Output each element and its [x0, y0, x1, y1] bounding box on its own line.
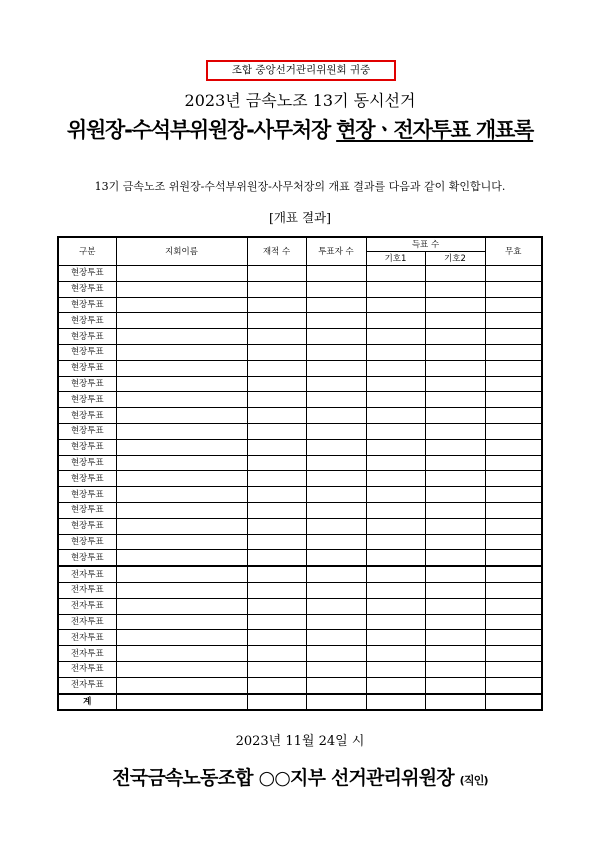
header-branch-name: 지회이름	[116, 237, 247, 266]
table-cell[interactable]	[116, 614, 247, 630]
table-row	[58, 598, 542, 614]
table-cell[interactable]	[247, 518, 306, 534]
table-cell[interactable]	[247, 550, 306, 566]
table-cell[interactable]	[116, 661, 247, 677]
table-row	[58, 376, 542, 392]
table-row	[58, 329, 542, 345]
table-cell[interactable]	[425, 471, 485, 487]
row-category-cell: 현장투표	[58, 550, 116, 566]
table-cell[interactable]	[366, 614, 425, 630]
table-cell[interactable]	[116, 471, 247, 487]
section-heading: [개표 결과]	[268, 210, 332, 225]
table-cell[interactable]	[306, 582, 366, 598]
table-cell[interactable]	[306, 502, 366, 518]
table-cell[interactable]	[306, 297, 366, 313]
table-row	[58, 297, 542, 313]
table-cell[interactable]	[485, 614, 542, 630]
table-cell[interactable]	[116, 408, 247, 424]
row-category-cell: 현장투표	[58, 518, 116, 534]
table-cell[interactable]	[306, 376, 366, 392]
header-votes-received: 득표 수	[366, 237, 485, 252]
table-cell[interactable]	[247, 266, 306, 282]
table-cell[interactable]	[425, 661, 485, 677]
table-cell[interactable]	[247, 646, 306, 662]
table-cell[interactable]	[485, 487, 542, 503]
table-cell[interactable]	[425, 502, 485, 518]
table-cell[interactable]	[485, 471, 542, 487]
row-category-cell: 현장투표	[58, 471, 116, 487]
table-cell[interactable]	[116, 534, 247, 550]
table-cell[interactable]	[306, 550, 366, 566]
table-row	[58, 677, 542, 693]
table-cell[interactable]	[116, 360, 247, 376]
table-cell[interactable]	[485, 392, 542, 408]
table-cell[interactable]	[247, 677, 306, 693]
table-cell[interactable]	[366, 281, 425, 297]
table-cell[interactable]	[306, 471, 366, 487]
table-row	[58, 566, 542, 582]
table-row	[58, 344, 542, 360]
table-cell[interactable]	[485, 661, 542, 677]
table-cell[interactable]	[116, 550, 247, 566]
table-cell[interactable]	[366, 266, 425, 282]
table-row	[58, 502, 542, 518]
table-cell[interactable]	[306, 329, 366, 345]
table-cell[interactable]	[306, 408, 366, 424]
table-cell[interactable]	[116, 439, 247, 455]
table-cell[interactable]	[306, 646, 366, 662]
table-cell[interactable]	[306, 566, 366, 582]
row-category-cell: 현장투표	[58, 266, 116, 282]
row-category-cell: 현장투표	[58, 360, 116, 376]
table-cell[interactable]	[247, 598, 306, 614]
row-category-cell: 현장투표	[58, 329, 116, 345]
table-cell[interactable]	[247, 630, 306, 646]
table-cell[interactable]	[247, 471, 306, 487]
table-cell[interactable]	[247, 694, 306, 711]
table-cell[interactable]	[485, 439, 542, 455]
table-row	[58, 614, 542, 630]
table-cell[interactable]	[116, 423, 247, 439]
table-cell[interactable]	[485, 408, 542, 424]
table-row	[58, 582, 542, 598]
row-category-cell: 현장투표	[58, 281, 116, 297]
table-cell[interactable]	[306, 266, 366, 282]
table-row	[58, 266, 542, 282]
table-cell[interactable]	[485, 677, 542, 693]
table-cell[interactable]	[306, 392, 366, 408]
table-cell[interactable]	[366, 677, 425, 693]
table-row	[58, 392, 542, 408]
row-category-cell: 현장투표	[58, 408, 116, 424]
table-cell[interactable]	[306, 598, 366, 614]
table-cell[interactable]	[366, 630, 425, 646]
table-cell[interactable]	[247, 281, 306, 297]
table-cell[interactable]	[306, 313, 366, 329]
table-cell[interactable]	[247, 376, 306, 392]
table-cell[interactable]	[425, 313, 485, 329]
table-cell[interactable]	[366, 646, 425, 662]
header-category: 구분	[58, 237, 116, 266]
table-cell[interactable]	[366, 518, 425, 534]
table-cell[interactable]	[425, 487, 485, 503]
table-cell[interactable]	[366, 502, 425, 518]
document-title-line1: 2023년 금속노조 13기 동시선거	[184, 91, 416, 110]
table-cell[interactable]	[425, 630, 485, 646]
table-cell[interactable]	[366, 566, 425, 582]
table-cell[interactable]	[366, 329, 425, 345]
table-cell[interactable]	[366, 344, 425, 360]
recipient-stamp-box: 조합 중앙선거관리위원회 귀중	[206, 60, 396, 81]
table-cell[interactable]	[485, 582, 542, 598]
table-cell[interactable]	[247, 661, 306, 677]
table-cell[interactable]	[425, 550, 485, 566]
seal-mark: (직인)	[459, 774, 488, 787]
row-category-cell: 전자투표	[58, 582, 116, 598]
table-cell[interactable]	[306, 344, 366, 360]
table-cell[interactable]	[116, 566, 247, 582]
table-cell[interactable]	[306, 455, 366, 471]
table-cell[interactable]	[247, 439, 306, 455]
table-cell[interactable]	[116, 518, 247, 534]
table-cell[interactable]	[116, 487, 247, 503]
table-cell[interactable]	[116, 677, 247, 693]
table-cell[interactable]	[485, 360, 542, 376]
total-row	[58, 694, 542, 711]
table-cell[interactable]	[116, 502, 247, 518]
table-cell[interactable]	[306, 439, 366, 455]
table-cell[interactable]	[485, 550, 542, 566]
total-label: 계	[58, 694, 116, 711]
table-cell[interactable]	[247, 313, 306, 329]
table-cell[interactable]	[247, 487, 306, 503]
intro-text: 13기 금속노조 위원장-수석부위원장-사무처장의 개표 결과를 다음과 같이 확인합니다.	[94, 180, 506, 193]
table-cell[interactable]	[306, 661, 366, 677]
table-cell[interactable]	[247, 502, 306, 518]
table-cell[interactable]	[247, 423, 306, 439]
table-cell[interactable]	[485, 297, 542, 313]
table-cell[interactable]	[306, 423, 366, 439]
table-cell[interactable]	[366, 471, 425, 487]
table-cell[interactable]	[247, 408, 306, 424]
table-cell[interactable]	[485, 694, 542, 711]
table-cell[interactable]	[485, 502, 542, 518]
table-cell[interactable]	[116, 694, 247, 711]
table-cell[interactable]	[485, 266, 542, 282]
table-row	[58, 534, 542, 550]
table-cell[interactable]	[366, 392, 425, 408]
table-cell[interactable]	[116, 582, 247, 598]
table-cell[interactable]	[306, 534, 366, 550]
row-category-cell: 현장투표	[58, 534, 116, 550]
table-cell[interactable]	[425, 614, 485, 630]
row-category-cell: 현장투표	[58, 502, 116, 518]
table-cell[interactable]	[116, 329, 247, 345]
table-cell[interactable]	[425, 266, 485, 282]
table-cell[interactable]	[485, 534, 542, 550]
table-row	[58, 281, 542, 297]
table-cell[interactable]	[366, 423, 425, 439]
table-cell[interactable]	[425, 297, 485, 313]
table-row	[58, 471, 542, 487]
table-row	[58, 439, 542, 455]
table-cell[interactable]	[425, 281, 485, 297]
row-category-cell: 현장투표	[58, 455, 116, 471]
table-cell[interactable]	[425, 344, 485, 360]
table-cell[interactable]	[485, 455, 542, 471]
table-cell[interactable]	[485, 281, 542, 297]
table-row	[58, 423, 542, 439]
tally-table	[57, 236, 543, 711]
header-candidate1: 기호1	[366, 252, 425, 266]
table-cell[interactable]	[485, 329, 542, 345]
table-row	[58, 518, 542, 534]
table-cell[interactable]	[116, 344, 247, 360]
row-category-cell: 전자투표	[58, 566, 116, 582]
row-category-cell: 전자투표	[58, 598, 116, 614]
table-cell[interactable]	[366, 313, 425, 329]
table-cell[interactable]	[366, 582, 425, 598]
table-cell[interactable]	[485, 376, 542, 392]
table-cell[interactable]	[116, 376, 247, 392]
signature-line	[0, 763, 600, 790]
table-cell[interactable]	[485, 313, 542, 329]
row-category-cell: 현장투표	[58, 344, 116, 360]
table-cell[interactable]	[247, 455, 306, 471]
table-cell[interactable]	[485, 646, 542, 662]
table-cell[interactable]	[247, 582, 306, 598]
signature-name: 전국금속노동조합 ○○지부 선거관리위원장	[112, 767, 454, 789]
table-cell[interactable]	[306, 614, 366, 630]
row-category-cell: 전자투표	[58, 646, 116, 662]
table-cell[interactable]	[116, 598, 247, 614]
table-cell[interactable]	[425, 439, 485, 455]
table-cell[interactable]	[425, 566, 485, 582]
table-cell[interactable]	[425, 694, 485, 711]
title-underlined: 현장ㆍ전자투표 개표록	[336, 118, 534, 142]
table-cell[interactable]	[306, 487, 366, 503]
row-category-cell: 전자투표	[58, 630, 116, 646]
row-category-cell: 전자투표	[58, 661, 116, 677]
table-cell[interactable]	[366, 297, 425, 313]
table-cell[interactable]	[116, 297, 247, 313]
document-title-line2	[0, 114, 600, 144]
table-cell[interactable]	[425, 582, 485, 598]
table-row	[58, 661, 542, 677]
table-cell[interactable]	[116, 630, 247, 646]
table-cell[interactable]	[116, 646, 247, 662]
table-cell[interactable]	[425, 392, 485, 408]
table-cell[interactable]	[366, 550, 425, 566]
table-cell[interactable]	[366, 534, 425, 550]
table-cell[interactable]	[485, 566, 542, 582]
table-row	[58, 487, 542, 503]
table-cell[interactable]	[306, 281, 366, 297]
table-cell[interactable]	[247, 614, 306, 630]
table-cell[interactable]	[306, 360, 366, 376]
table-cell[interactable]	[366, 360, 425, 376]
table-row	[58, 455, 542, 471]
table-cell[interactable]	[247, 329, 306, 345]
table-cell[interactable]	[116, 392, 247, 408]
table-cell[interactable]	[485, 630, 542, 646]
date-line: 2023년 11월 24일 시	[235, 734, 365, 749]
table-cell[interactable]	[306, 630, 366, 646]
row-category-cell: 현장투표	[58, 439, 116, 455]
title-main: 위원장-수석부위원장-사무처장	[66, 118, 337, 142]
table-row	[58, 313, 542, 329]
row-category-cell: 현장투표	[58, 392, 116, 408]
table-cell[interactable]	[247, 392, 306, 408]
table-row	[58, 550, 542, 566]
table-cell[interactable]	[366, 598, 425, 614]
table-cell[interactable]	[366, 376, 425, 392]
table-cell[interactable]	[116, 455, 247, 471]
table-row	[58, 360, 542, 376]
table-cell[interactable]	[116, 266, 247, 282]
table-cell[interactable]	[425, 376, 485, 392]
row-category-cell: 현장투표	[58, 313, 116, 329]
table-cell[interactable]	[306, 694, 366, 711]
row-category-cell: 현장투표	[58, 423, 116, 439]
table-cell[interactable]	[485, 598, 542, 614]
table-row	[58, 646, 542, 662]
table-cell[interactable]	[366, 487, 425, 503]
table-cell[interactable]	[247, 297, 306, 313]
table-cell[interactable]	[485, 423, 542, 439]
table-cell[interactable]	[247, 534, 306, 550]
table-cell[interactable]	[247, 566, 306, 582]
table-cell[interactable]	[425, 455, 485, 471]
header-voters: 투표자 수	[306, 237, 366, 266]
row-category-cell: 전자투표	[58, 677, 116, 693]
header-enrolled: 재적 수	[247, 237, 306, 266]
table-cell[interactable]	[116, 281, 247, 297]
row-category-cell: 현장투표	[58, 297, 116, 313]
table-cell[interactable]	[247, 344, 306, 360]
table-cell[interactable]	[425, 534, 485, 550]
table-cell[interactable]	[425, 329, 485, 345]
table-cell[interactable]	[485, 344, 542, 360]
row-category-cell: 전자투표	[58, 614, 116, 630]
header-invalid: 무효	[485, 237, 542, 266]
table-cell[interactable]	[306, 677, 366, 693]
table-cell[interactable]	[425, 518, 485, 534]
table-cell[interactable]	[425, 360, 485, 376]
header-candidate2: 기호2	[425, 252, 485, 266]
table-row	[58, 408, 542, 424]
table-cell[interactable]	[425, 408, 485, 424]
row-category-cell: 현장투표	[58, 376, 116, 392]
table-cell[interactable]	[366, 408, 425, 424]
table-cell[interactable]	[425, 677, 485, 693]
table-cell[interactable]	[485, 518, 542, 534]
table-cell[interactable]	[425, 598, 485, 614]
table-cell[interactable]	[116, 313, 247, 329]
row-category-cell: 현장투표	[58, 487, 116, 503]
table-cell[interactable]	[366, 439, 425, 455]
table-cell[interactable]	[425, 646, 485, 662]
table-row	[58, 630, 542, 646]
table-cell[interactable]	[306, 518, 366, 534]
table-cell[interactable]	[247, 360, 306, 376]
table-cell[interactable]	[366, 661, 425, 677]
table-cell[interactable]	[366, 694, 425, 711]
table-cell[interactable]	[366, 455, 425, 471]
table-cell[interactable]	[425, 423, 485, 439]
